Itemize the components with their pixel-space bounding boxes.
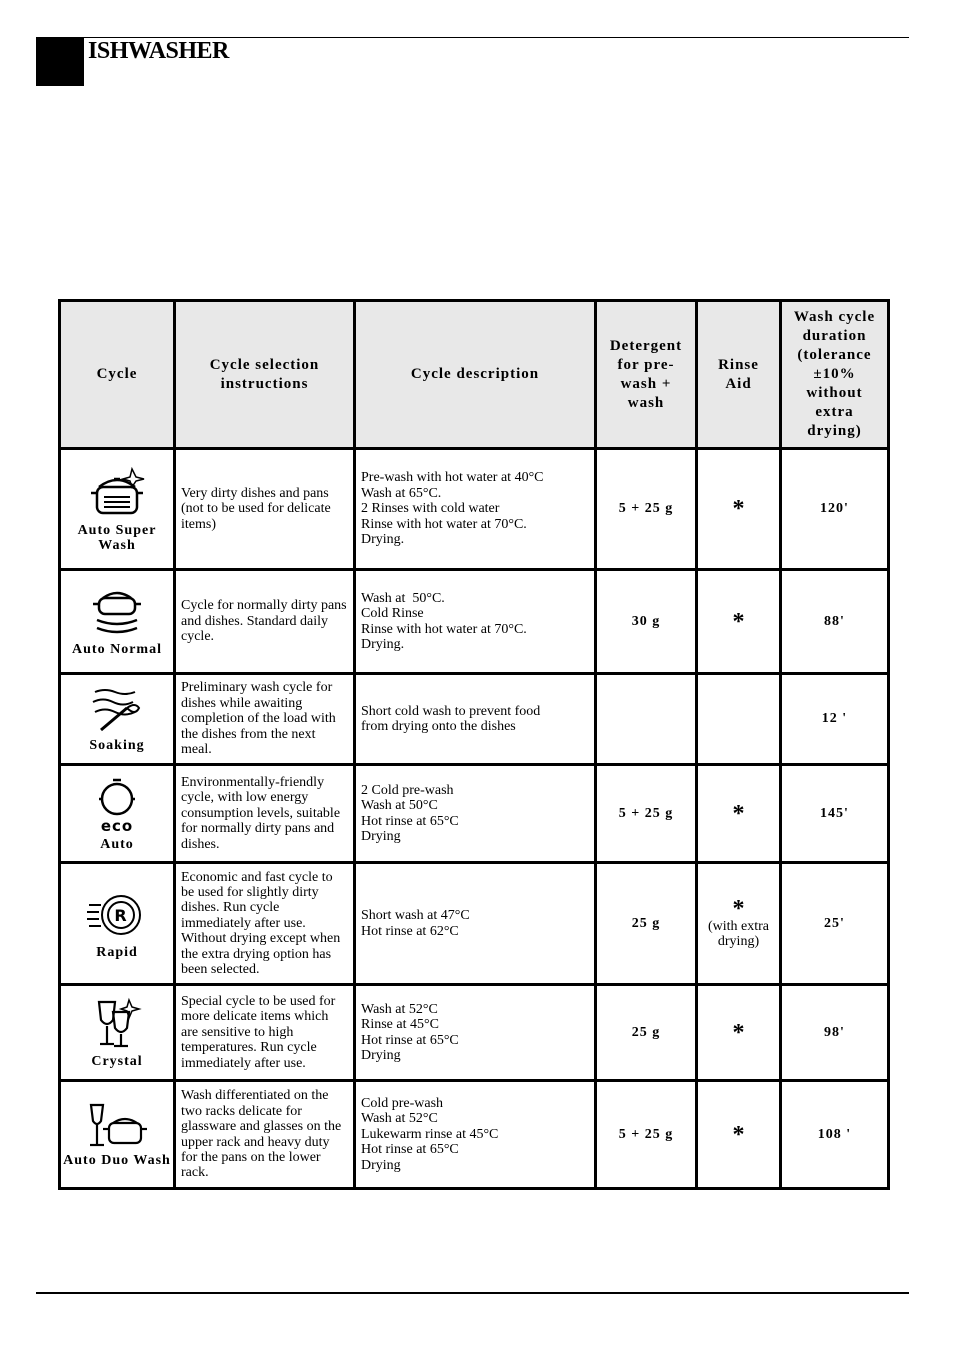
cycle-name: Soaking — [89, 738, 145, 754]
eco-pot-icon — [85, 775, 149, 835]
cycle-cell — [60, 570, 175, 674]
description-line: Drying — [361, 1157, 401, 1173]
header-rinse-aid: Rinse Aid — [697, 301, 781, 449]
detergent-cell: 5 + 25 g — [596, 765, 697, 863]
cycle-cell — [60, 863, 175, 985]
instructions-cell: Preliminary wash cycle for dishes while awaiting completion of the load with the dishes from the next meal. — [175, 674, 355, 765]
footer-rule — [36, 1292, 909, 1294]
rinse-aid-star: * — [732, 800, 745, 827]
description-line: Short cold wash to prevent food — [361, 703, 541, 719]
glass-and-pot-icon — [85, 1101, 149, 1151]
rinse-aid-cell — [697, 1081, 781, 1189]
table-row — [60, 449, 889, 570]
description-line: Drying. — [361, 532, 405, 548]
detergent-cell — [596, 674, 697, 765]
table-row — [60, 570, 889, 674]
pan-stack-icon — [85, 586, 149, 640]
detergent-cell: 5 + 25 g — [596, 1081, 697, 1189]
duration-cell: 98' — [781, 985, 889, 1081]
table-row — [60, 1081, 889, 1189]
table-row — [60, 674, 889, 765]
header-cycle: Cycle — [60, 301, 175, 449]
cycle-cell — [60, 674, 175, 765]
wash-cycles-table — [58, 299, 890, 1190]
instructions-cell: Special cycle to be used for more delicate items which are sensitive to high temperatures. Run cycle immediately after use. — [175, 985, 355, 1081]
table-row — [60, 765, 889, 863]
rinse-aid-star: * — [732, 895, 745, 922]
description-line: Pre-wash with hot water at 40°C — [361, 470, 544, 486]
header-duration: Wash cycle duration (tolerance ±10% without extra drying) — [781, 301, 889, 449]
description-cell — [355, 863, 596, 985]
description-cell — [355, 449, 596, 570]
page-title: ISHWASHER — [88, 38, 229, 64]
cycle-name: Auto Normal — [72, 641, 162, 657]
cycle-cell — [60, 985, 175, 1081]
rinse-aid-star: * — [732, 1019, 745, 1046]
description-line: Rinse at 45°C — [361, 1017, 439, 1033]
description-line: Wash at 50°C. — [361, 590, 445, 606]
rinse-aid-cell — [697, 863, 781, 985]
cycle-name: Auto Super Wash — [77, 522, 157, 553]
duration-cell: 12 ' — [781, 674, 889, 765]
rapid-r-icon — [85, 887, 149, 943]
description-line: Wash at 52°C — [361, 1111, 438, 1127]
description-line: Hot rinse at 65°C — [361, 1032, 459, 1048]
description-line: Drying. — [361, 636, 405, 652]
rinse-aid-cell — [697, 765, 781, 863]
rinse-aid-star: * — [732, 496, 745, 522]
description-cell — [355, 985, 596, 1081]
cycle-name: Auto Duo Wash — [63, 1152, 171, 1168]
eco-label: eco — [100, 816, 134, 835]
description-line: Cold pre-wash — [361, 1095, 444, 1111]
rinse-aid-cell — [697, 674, 781, 765]
description-line: from drying onto the dishes — [361, 719, 516, 734]
description-line: Hot rinse at 65°C — [361, 1142, 459, 1158]
detergent-cell: 25 g — [596, 985, 697, 1081]
rapid-r-label: R — [114, 905, 128, 925]
description-line: Rinse with hot water at 70°C. — [361, 516, 527, 532]
description-cell — [355, 674, 596, 765]
description-line: Drying — [361, 1047, 401, 1063]
detergent-cell: 25 g — [596, 863, 697, 985]
cycle-name: Auto — [100, 836, 134, 852]
detergent-cell: 30 g — [596, 570, 697, 674]
description-line: Wash at 65°C. — [361, 485, 442, 501]
header-instructions: Cycle selection instructions — [175, 301, 355, 449]
table-row — [60, 863, 889, 985]
rinse-aid-note: (with extra drying) — [707, 918, 770, 949]
rinse-aid-cell — [697, 570, 781, 674]
table-row — [60, 985, 889, 1081]
cycle-name: Rapid — [96, 944, 138, 960]
description-line: Cold Rinse — [361, 606, 424, 622]
description-line: 2 Rinses with cold water — [361, 501, 500, 517]
table-header-row — [60, 301, 889, 449]
instructions-cell: Cycle for normally dirty pans and dishes. Standard daily cycle. — [175, 570, 355, 674]
duration-cell: 108 ' — [781, 1081, 889, 1189]
rinse-aid-cell — [697, 449, 781, 570]
cycle-name: Crystal — [91, 1053, 143, 1069]
duration-cell: 145' — [781, 765, 889, 863]
description-line: Hot rinse at 62°C — [361, 923, 459, 939]
instructions-cell: Very dirty dishes and pans (not to be used for delicate items) — [175, 449, 355, 570]
description-line: Hot rinse at 65°C — [361, 813, 459, 829]
instructions-cell: Wash differentiated on the two racks delicate for glassware and glasses on the upper rack and heavy duty for the pans on the lower rack. — [175, 1081, 355, 1189]
header-detergent: Detergent for pre-wash + wash — [596, 301, 697, 449]
cycle-cell — [60, 1081, 175, 1189]
description-line: Rinse with hot water at 70°C. — [361, 621, 527, 637]
description-line: 2 Cold pre-wash — [361, 782, 454, 798]
instructions-cell: Environmentally-friendly cycle, with low energy consumption levels, suitable for normally dirty pans and dishes. — [175, 765, 355, 863]
description-line: Drying — [361, 828, 401, 844]
description-cell — [355, 1081, 596, 1189]
description-line: Wash at 52°C — [361, 1001, 438, 1017]
duration-cell: 25' — [781, 863, 889, 985]
description-line: Wash at 50°C — [361, 798, 438, 814]
instructions-cell: Economic and fast cycle to be used for slightly dirty dishes. Run cycle immediately after use. Without drying except when the extra drying option has been selected. — [175, 863, 355, 985]
cycle-cell — [60, 449, 175, 570]
description-line: Short wash at 47°C — [361, 908, 470, 924]
header-block — [36, 38, 84, 86]
description-line: Lukewarm rinse at 45°C — [361, 1126, 499, 1142]
pot-sparkle-icon — [85, 465, 149, 521]
duration-cell: 88' — [781, 570, 889, 674]
soak-waves-icon — [85, 684, 149, 736]
detergent-cell: 5 + 25 g — [596, 449, 697, 570]
wine-glasses-icon — [85, 996, 149, 1052]
duration-cell: 120' — [781, 449, 889, 570]
description-cell — [355, 570, 596, 674]
cycle-cell — [60, 765, 175, 863]
header-description: Cycle description — [355, 301, 596, 449]
rinse-aid-star: * — [732, 1121, 745, 1148]
rinse-aid-cell — [697, 985, 781, 1081]
description-cell — [355, 765, 596, 863]
rinse-aid-star: * — [732, 608, 745, 635]
